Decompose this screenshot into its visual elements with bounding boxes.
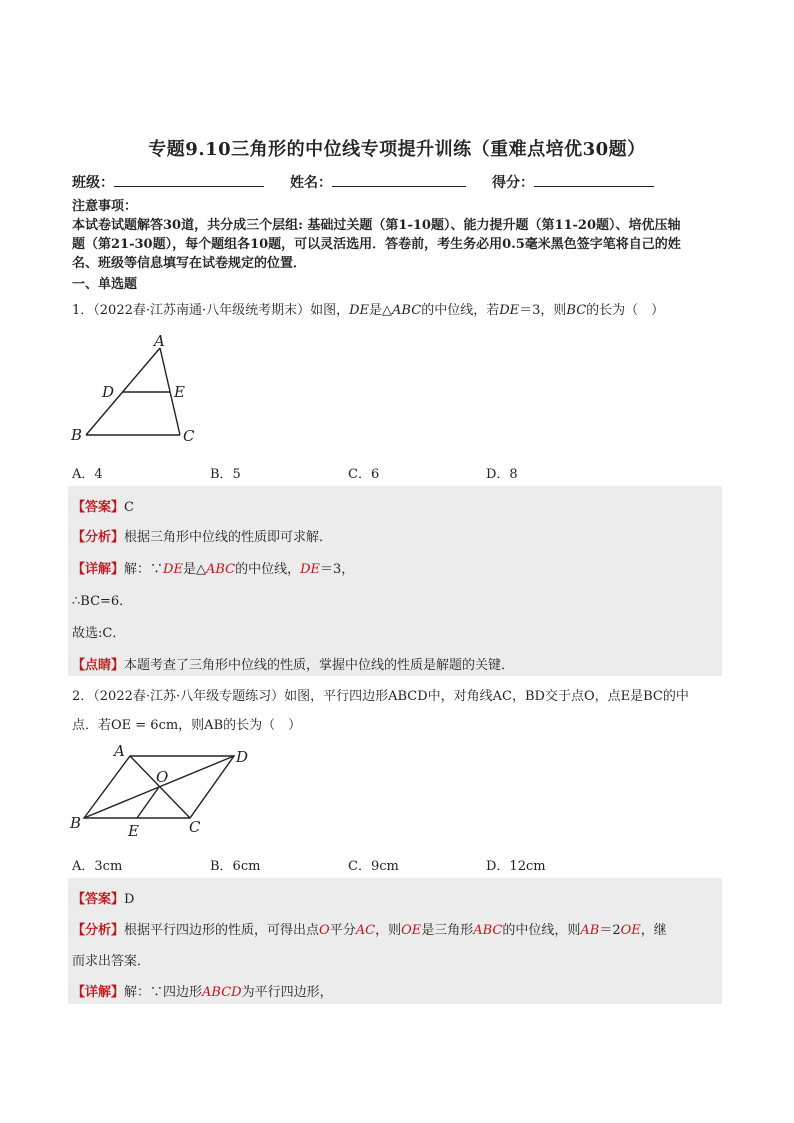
q1-stem-math: ABC: [392, 303, 422, 318]
answer-tag: 【答案】: [72, 892, 125, 907]
q2-option-d[interactable]: D．12cm: [486, 859, 546, 874]
q1-stem-text: 是△: [369, 303, 393, 318]
detail-tag: 【详解】: [72, 562, 125, 577]
q2-detail: [72, 981, 333, 1000]
q2-label-b: B: [70, 814, 82, 832]
q2-analysis-text: 的中位线，则: [502, 923, 581, 938]
q2-stem-line-1: 2．（2022春·江苏·八年级专题练习）如图，平行四边形ABCD中，对角线AC，BD交于点O，点E是BC的中: [72, 689, 689, 704]
notes-line-3: 名、班级等信息填写在试卷规定的位置．: [72, 256, 307, 271]
q2-analysis-text: ，继: [640, 923, 667, 938]
q1-stem-text: ＝3，则: [519, 303, 567, 318]
q2-label-e: E: [128, 822, 139, 840]
notes-line-1: 本试卷试题解答30道，共分成三个层组: 基础过关题（第1-10题）、能力提升题（第11-20题）、培优压轴: [72, 218, 681, 233]
q1-stem-text: 1．（2022春·江苏南通·八年级统考期末）如图，: [72, 303, 350, 318]
q1-stem-text: 的长为（ ）: [586, 303, 665, 318]
q2-label-a: A: [114, 742, 125, 760]
q2-analysis-math: OE: [620, 923, 641, 938]
name-label: 姓名：: [290, 175, 332, 191]
q2-analysis-math: ABC: [473, 923, 503, 938]
notes-line-2: 题（第21-30题），每个题组各10题，可以灵活选用．答卷前，考生务必用0.5毫米黑色签字笔将自己的姓: [72, 237, 681, 252]
q1-option-c[interactable]: C．6: [348, 467, 380, 482]
q1-stem-math: BC: [566, 303, 587, 318]
q1-analysis: [72, 526, 332, 545]
q1-detail-math: DE: [300, 562, 321, 577]
q1-option-d[interactable]: D．8: [486, 467, 518, 482]
q2-analysis-math: OE: [401, 923, 422, 938]
q1-detail-math: DE: [163, 562, 183, 577]
q1-stem-math: DE: [349, 303, 370, 318]
q2-analysis-text: 根据平行四边形的性质，可得出点: [124, 923, 320, 938]
page-title: 专题9.10三角形的中位线专项提升训练（重难点培优30题）: [148, 139, 646, 160]
student-info-row: [72, 172, 680, 192]
q2-parallelogram-figure: [66, 742, 266, 842]
q1-comment-text: 本题考查了三角形中位线的性质，掌握中位线的性质是解题的关键．: [124, 658, 515, 673]
q2-options: [72, 855, 624, 874]
q2-answer-value: D: [124, 892, 135, 907]
q1-label-b: B: [71, 426, 83, 444]
class-field[interactable]: [114, 172, 264, 187]
q2-analysis-text: ＝2: [599, 923, 621, 938]
q1-answer: [72, 496, 134, 515]
class-label: 班级：: [72, 175, 114, 191]
score-field[interactable]: [534, 172, 654, 187]
q1-stem: [72, 301, 664, 321]
q1-detail-math: ABC: [205, 562, 236, 577]
q2-stem-line-2: 点．若OE = 6cm，则AB的长为（ ）: [72, 718, 302, 733]
q1-step-2: ∴BC=6．: [72, 594, 133, 609]
q2-answer: [72, 888, 134, 907]
q2-analysis-math: AC: [355, 923, 376, 938]
analysis-tag: 【分析】: [72, 923, 125, 938]
q1-stem-math: DE: [499, 303, 520, 318]
q2-analysis-text: 平分: [329, 923, 356, 938]
q2-label-c: C: [189, 818, 201, 836]
notes-heading: 注意事项：: [72, 199, 138, 214]
q1-label-e: E: [174, 383, 185, 401]
detail-tag: 【详解】: [72, 985, 125, 1000]
q2-analysis-text: 是三角形: [421, 923, 474, 938]
q2-label-o: O: [156, 768, 169, 786]
q2-detail-text: 为平行四边形，: [241, 985, 333, 1000]
q2-detail-math: ABCD: [202, 985, 242, 1000]
q1-option-a[interactable]: A．4: [72, 467, 103, 482]
q1-detail-text: 解：∵: [124, 562, 164, 577]
comment-tag: 【点睛】: [72, 658, 125, 673]
answer-tag: 【答案】: [72, 500, 125, 515]
q1-detail-text: ＝3，: [320, 562, 355, 577]
q1-solution-box: [68, 486, 722, 676]
q1-comment: [72, 654, 514, 673]
q2-option-a[interactable]: A．3cm: [72, 859, 123, 874]
q1-step-3: 故选:C．: [72, 626, 126, 641]
q1-label-c: C: [183, 427, 195, 445]
q1-detail: [72, 558, 354, 577]
score-label: 得分：: [492, 175, 534, 191]
q2-detail-text: 解：∵四边形: [124, 985, 203, 1000]
q1-stem-text: 的中位线，若: [421, 303, 500, 318]
analysis-tag: 【分析】: [72, 530, 125, 545]
q2-analysis-math: AB: [580, 923, 600, 938]
q1-detail-text: 的中位线，: [235, 562, 301, 577]
q1-label-d: D: [102, 383, 115, 401]
q1-answer-value: C: [124, 500, 134, 515]
q2-analysis-math: O: [319, 923, 330, 938]
q2-analysis-text: ，则: [375, 923, 402, 938]
q2-label-d: D: [236, 748, 249, 766]
q1-triangle-figure: [66, 328, 216, 450]
section-heading: 一、单选题: [72, 277, 138, 292]
q1-label-a: A: [154, 332, 165, 350]
q1-analysis-text: 根据三角形中位线的性质即可求解．: [124, 530, 333, 545]
q2-analysis: [72, 919, 667, 938]
q1-detail-text: 是△: [182, 562, 206, 577]
q2-option-c[interactable]: C．9cm: [348, 859, 399, 874]
q1-option-b[interactable]: B．5: [210, 467, 241, 482]
q1-options: [72, 463, 624, 482]
q2-analysis-line-2: 而求出答案．: [72, 954, 151, 969]
name-field[interactable]: [332, 172, 466, 187]
q2-option-b[interactable]: B．6cm: [210, 859, 261, 874]
